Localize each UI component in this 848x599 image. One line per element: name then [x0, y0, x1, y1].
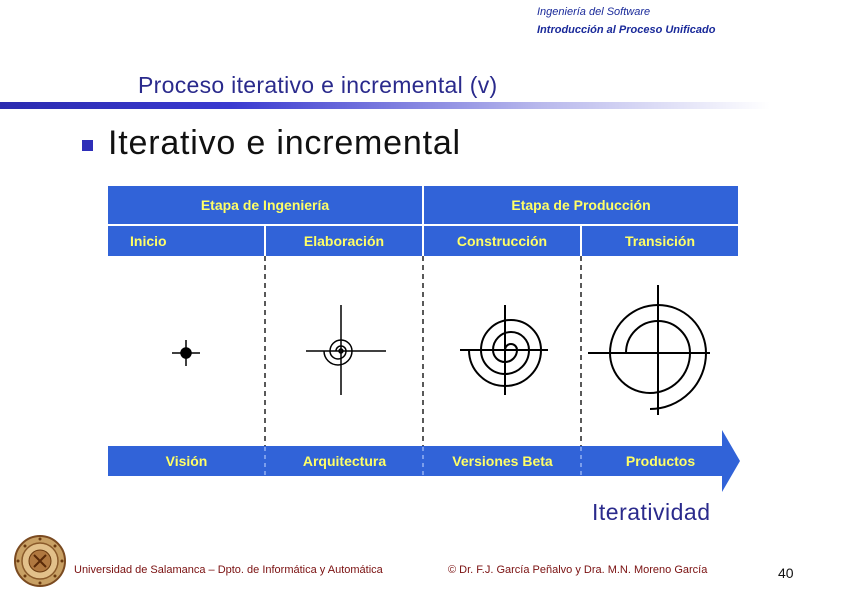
page-number: 40	[778, 565, 794, 581]
milestone-productos: Productos	[625, 453, 696, 469]
spiral-elaboracion-icon	[306, 305, 386, 395]
spiral-inicio-icon	[172, 340, 200, 366]
spiral-transicion-icon	[588, 285, 710, 415]
phase-elaboracion: Elaboración	[266, 226, 422, 256]
header-topic: Introducción al Proceso Unificado	[537, 24, 716, 36]
axis-label-iteratividad: Iteratividad	[592, 499, 711, 525]
slide-title: Proceso iterativo e incremental (v)	[138, 72, 498, 98]
header-course: Ingeniería del Software	[537, 6, 651, 18]
footer-authors: © Dr. F.J. García Peñalvo y Dra. M.N. Moreno García	[448, 564, 708, 576]
spiral-construccion-icon	[460, 305, 548, 395]
milestone-versiones-beta: Versiones Beta	[452, 453, 553, 469]
stage-engineering: Etapa de Ingeniería	[108, 186, 422, 224]
phase-transicion: Transición	[582, 226, 738, 256]
stage-production: Etapa de Producción	[424, 186, 738, 224]
phase-inicio: Inicio	[108, 226, 264, 256]
milestone-vision: Visión	[165, 453, 208, 469]
bullet-text: Iterativo e incremental	[108, 124, 461, 162]
phase-construccion: Construcción	[424, 226, 580, 256]
milestone-arquitectura: Arquitectura	[302, 453, 387, 469]
footer-university: Universidad de Salamanca – Dpto. de Informática y Automática	[74, 564, 383, 576]
university-seal-icon	[14, 535, 66, 587]
